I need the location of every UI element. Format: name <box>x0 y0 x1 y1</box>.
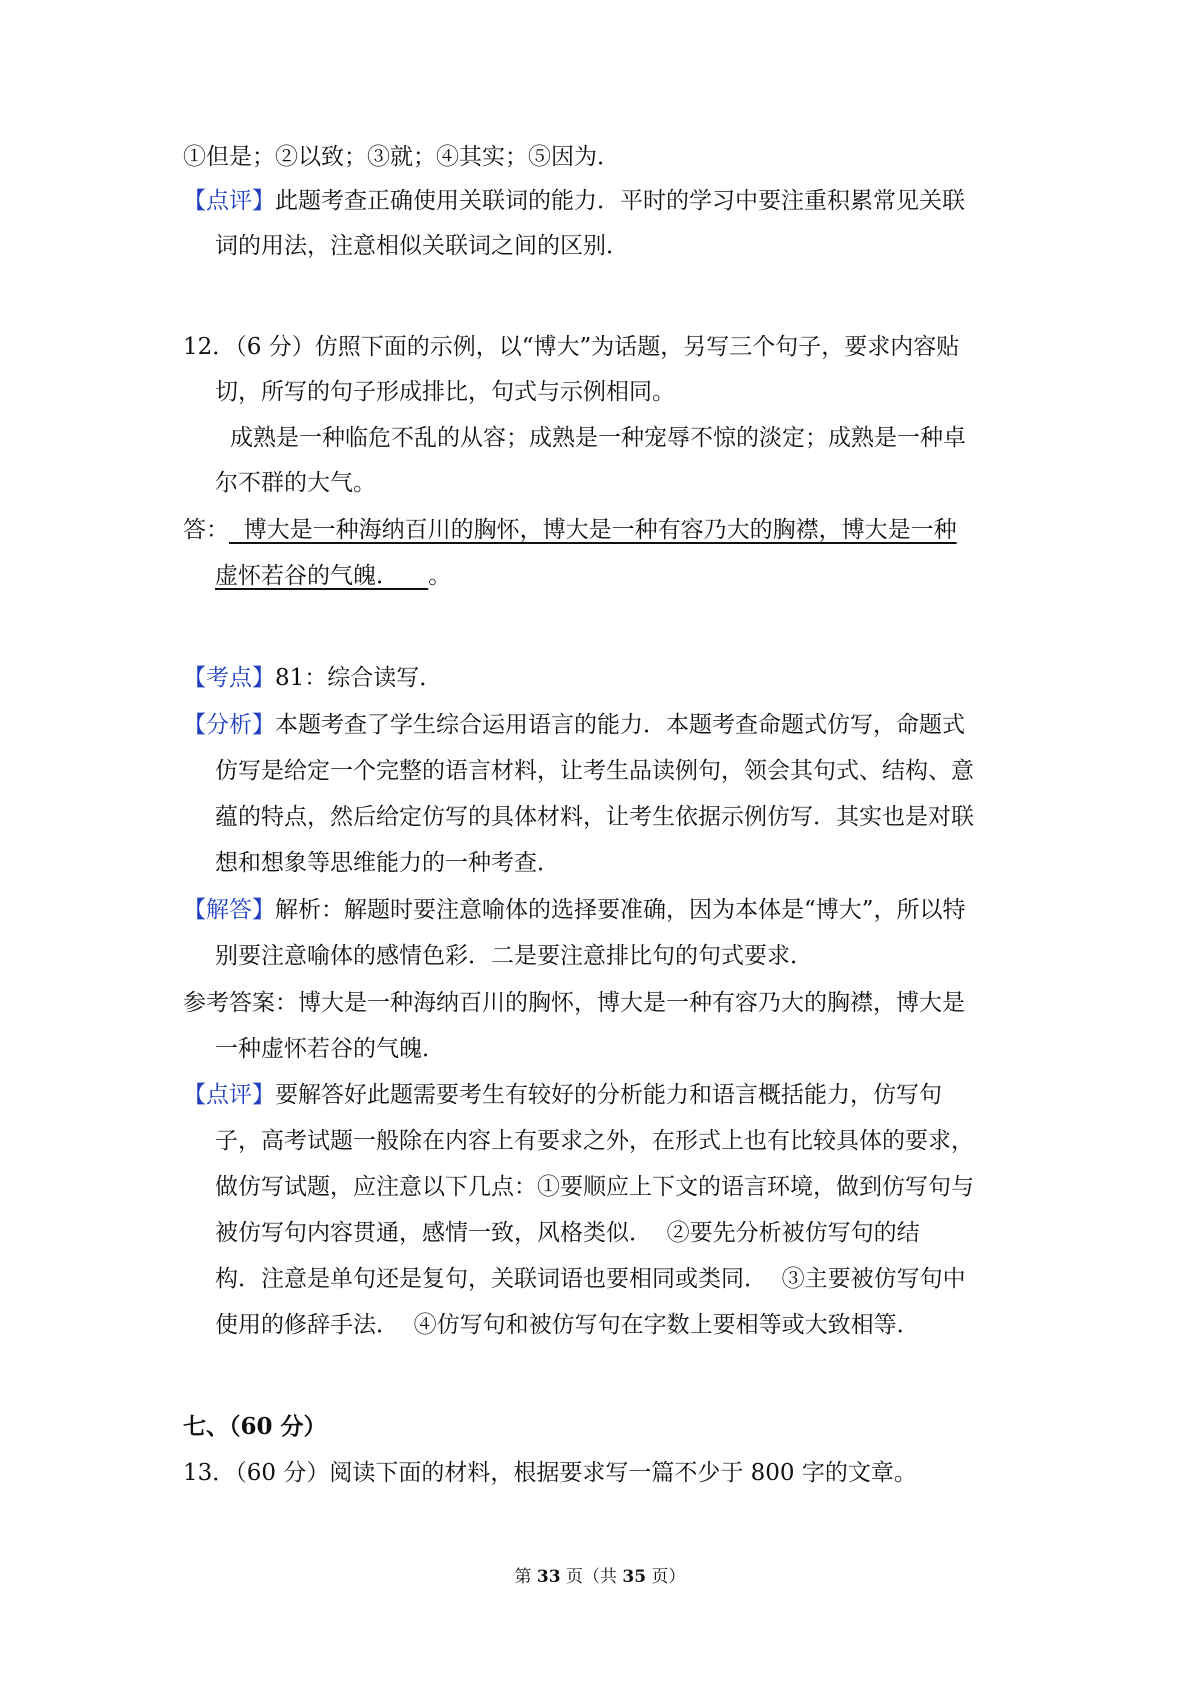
dianping-line-1 <box>183 1080 942 1112</box>
fenxi-line-2: 仿写是给定一个完整的语言材料，让考生品读例句，领会其句式、结构、意 <box>215 758 974 784</box>
footer-prefix: 第 <box>514 1567 537 1587</box>
previous-comment-line-2: 词的用法，注意相似关联词之间的区别． <box>215 233 629 259</box>
jieda-line-2: 别要注意喻体的感情色彩．二是要注意排比句的句式要求． <box>215 943 813 969</box>
footer-middle: 页（共 <box>560 1567 623 1587</box>
page-total: 35 <box>622 1567 647 1587</box>
dianping-line-3: 做仿写试题，应注意以下几点：①要顺应上下文的语言环境，做到仿写句与 <box>215 1174 974 1200</box>
previous-answer: ①但是；②以致；③就；④其实；⑤因为． <box>183 144 620 170</box>
page-footer <box>0 1565 1200 1589</box>
fenxi-text-1: 本题考查了学生综合运用语言的能力．本题考查命题式仿写，命题式 <box>275 712 965 738</box>
question-13: 13．（60 分）阅读下面的材料，根据要求写一篇不少于 800 字的文章。 <box>183 1460 917 1486</box>
dianping-line-2: 子，高考试题一般除在内容上有要求之外，在形式上也有比较具体的要求， <box>215 1128 974 1154</box>
page-number: 33 <box>536 1567 561 1587</box>
kaodian <box>183 663 442 695</box>
comment-tag: 【点评】 <box>183 188 275 214</box>
fenxi-line-4: 想和想象等思维能力的一种考查． <box>215 850 560 876</box>
section-7-heading: 七、（60 分） <box>183 1413 327 1440</box>
dianping-line-4: 被仿写句内容贯通，感情一致，风格类似． ②要先分析被仿写句的结 <box>215 1220 920 1246</box>
answer-line-2 <box>215 561 451 593</box>
reference-line-2: 一种虚怀若谷的气魄． <box>215 1036 445 1062</box>
answer-end: 。 <box>428 563 452 589</box>
jieda-tag: 【解答】 <box>183 897 275 923</box>
footer-suffix: 页） <box>646 1567 686 1587</box>
jieda-text-1: 解析：解题时要注意喻体的选择要准确，因为本体是“博大”，所以特 <box>275 897 966 923</box>
dianping-text-1: 要解答好此题需要考生有较好的分析能力和语言概括能力，仿写句 <box>275 1082 942 1108</box>
answer-label: 答： <box>183 517 229 543</box>
answer-text-1: 博大是一种海纳百川的胸怀，博大是一种有容乃大的胸襟，博大是一种 <box>229 517 957 543</box>
jieda-line-1 <box>183 895 966 927</box>
question-12-line-2: 切，所写的句子形成排比，句式与示例相同。 <box>215 379 675 405</box>
kaodian-text: 81：综合读写． <box>275 665 443 691</box>
dianping-tag: 【点评】 <box>183 1082 275 1108</box>
dianping-line-5: 构．注意是单句还是复句，关联词语也要相同或类同． ③主要被仿写句中 <box>215 1266 966 1292</box>
example-line-2: 尔不群的大气。 <box>215 470 376 496</box>
previous-comment <box>183 186 965 218</box>
previous-comment-line-1: 此题考查正确使用关联词的能力．平时的学习中要注重积累常见关联 <box>275 188 965 214</box>
fenxi-line-3: 蕴的特点，然后给定仿写的具体材料，让考生依据示例仿写．其实也是对联 <box>215 804 974 830</box>
reference-line-1: 参考答案：博大是一种海纳百川的胸怀，博大是一种有容乃大的胸襟，博大是 <box>183 990 965 1016</box>
example-line-1: 成熟是一种临危不乱的从容；成熟是一种宠辱不惊的淡定；成熟是一种卓 <box>230 425 966 451</box>
fenxi-tag: 【分析】 <box>183 712 275 738</box>
fenxi-line-1 <box>183 710 965 742</box>
question-12-line-1: 12．（6 分）仿照下面的示例，以“博大”为话题，另写三个句子，要求内容贴 <box>183 334 960 360</box>
answer-text-2: 虚怀若谷的气魄． <box>215 563 429 589</box>
dianping-line-6: 使用的修辞手法． ④仿写句和被仿写句在字数上要相等或大致相等． <box>215 1312 920 1338</box>
kaodian-tag: 【考点】 <box>183 665 275 691</box>
answer-line-1 <box>183 515 957 547</box>
